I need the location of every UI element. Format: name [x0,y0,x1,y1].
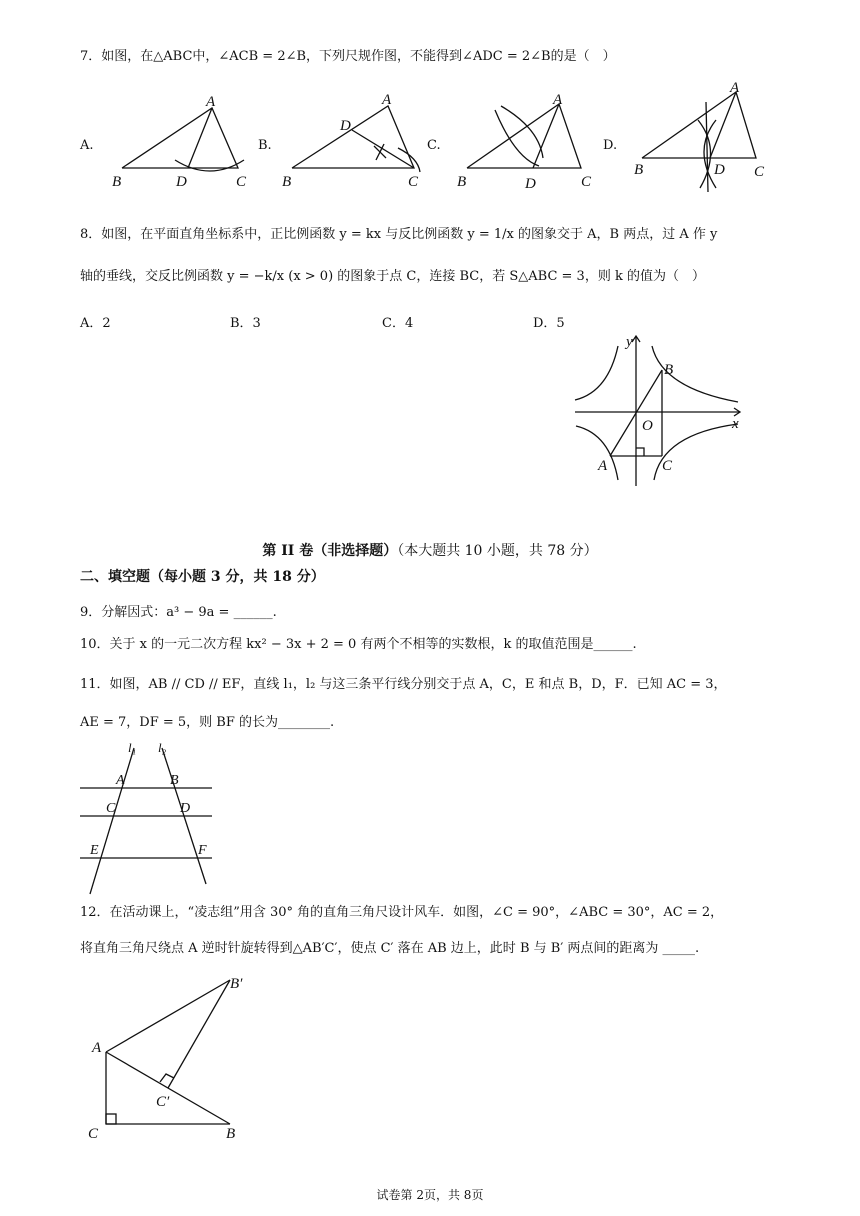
q7c-label-c: C [581,174,592,190]
q8-option-c: C．4 [382,316,414,331]
section-title [0,540,860,560]
q12-label-b: B [226,1126,236,1142]
q11-label-l1: l₁ [128,740,137,755]
q9-text: 9．分解因式：a³ − 9a = ______. [80,605,277,620]
q8-label-c: C [662,458,673,474]
q7-figure-c [455,88,618,192]
section-title-note: （本大题共 10 小题，共 78 分） [397,543,598,559]
q8-coordinate-graph [570,330,750,490]
page-footer: 试卷第 2页，共 8页 [376,1188,484,1202]
q7a-label-c: C [236,174,247,190]
q12-label-a: A [92,1040,102,1056]
q7-option-b: B. [258,138,272,153]
q11-label-b: B [170,773,179,788]
q12-line1: 12．在活动课上，“凌志组”用含 30° 角的直角三角尺设计风车．如图，∠C = 90°，∠ABC = 30°，AC = 2， [80,905,724,920]
section-title-main: 第 II 卷（非选择题） [262,543,398,559]
q8-option-a: A．2 [80,316,111,331]
q11-label-d: D [180,801,191,816]
q8-line1: 8．如图，在平面直角坐标系中，正比例函数 y = kx 与反比例函数 y = 1/x 的图象交于 A，B 两点，过 A 作 y [80,227,718,242]
q11-label-e: E [90,843,99,858]
q11-label-l2: l₂ [158,740,167,755]
q11-line2: AE = 7，DF = 5，则 BF 的长为________. [80,715,335,730]
q12-triangle-figure [80,966,280,1146]
q12-label-c: C [88,1126,99,1142]
q7-option-d: D. [603,138,618,153]
q7c-label-a: A [553,92,563,108]
q7-figure-b [280,88,440,188]
q11-line1: 11．如图，AB // CD // EF，直线 l₁，l₂ 与这三条平行线分别交于点 A，C，E 和点 B，D，F．已知 AC = 3， [80,677,727,692]
q8-label-o: O [642,418,653,434]
q12-label-b-prime: B′ [230,976,243,992]
fill-in-title: 二、填空题（每小题 3 分，共 18 分） [80,569,325,585]
q11-parallel-lines-figure [78,738,218,898]
q7d-label-c: C [754,164,765,180]
q7a-label-d: D [176,174,187,190]
q7a-label-a: A [206,94,216,110]
q7c-label-b: B [457,174,467,190]
q7b-label-a: A [382,92,392,108]
q8-label-b: B [664,362,674,378]
q7-figure-d [630,80,780,192]
q7b-label-c: C [408,174,419,188]
q7d-label-b: B [634,162,644,178]
q12-line2: 将直角三角尺绕点 A 逆时针旋转得到△AB′C′，使点 C′ 落在 AB 边上，此时 B 与 B′ 两点间的距离为 _____. [80,941,700,956]
q8-option-b: B．3 [230,316,261,331]
q7-option-c: C. [427,138,441,153]
q8-label-x: x [732,416,739,432]
q8-label-a: A [598,458,608,474]
q7d-label-d: D [714,162,725,178]
q7b-label-b: B [282,174,292,188]
q7-option-a: A. [80,138,94,153]
q7b-label-d: D [340,118,351,134]
q8-option-d: D．5 [533,316,565,331]
q7c-label-d: D [525,176,536,192]
q7a-label-b: B [112,174,122,190]
q11-label-c: C [106,801,116,816]
q7d-label-a: A [730,80,740,96]
q8-line2: 轴的垂线，交反比例函数 y = −k/x (x > 0) 的图象于点 C，连接 BC，若 S△ABC = 3，则 k 的值为（ ） [80,269,705,284]
q11-label-a: A [116,773,125,788]
q10-text: 10．关于 x 的一元二次方程 kx² − 3x + 2 = 0 有两个不相等的实数根，k 的取值范围是______. [80,637,637,652]
q7-text: 7．如图，在△ABC中，∠ACB = 2∠B，下列尺规作图，不能得到∠ADC = 2∠B的是（ ） [80,49,616,64]
q11-label-f: F [198,843,207,858]
q8-label-y: y [626,334,633,350]
q12-label-c-prime: C′ [156,1094,170,1110]
q7-figure-a [110,90,260,190]
